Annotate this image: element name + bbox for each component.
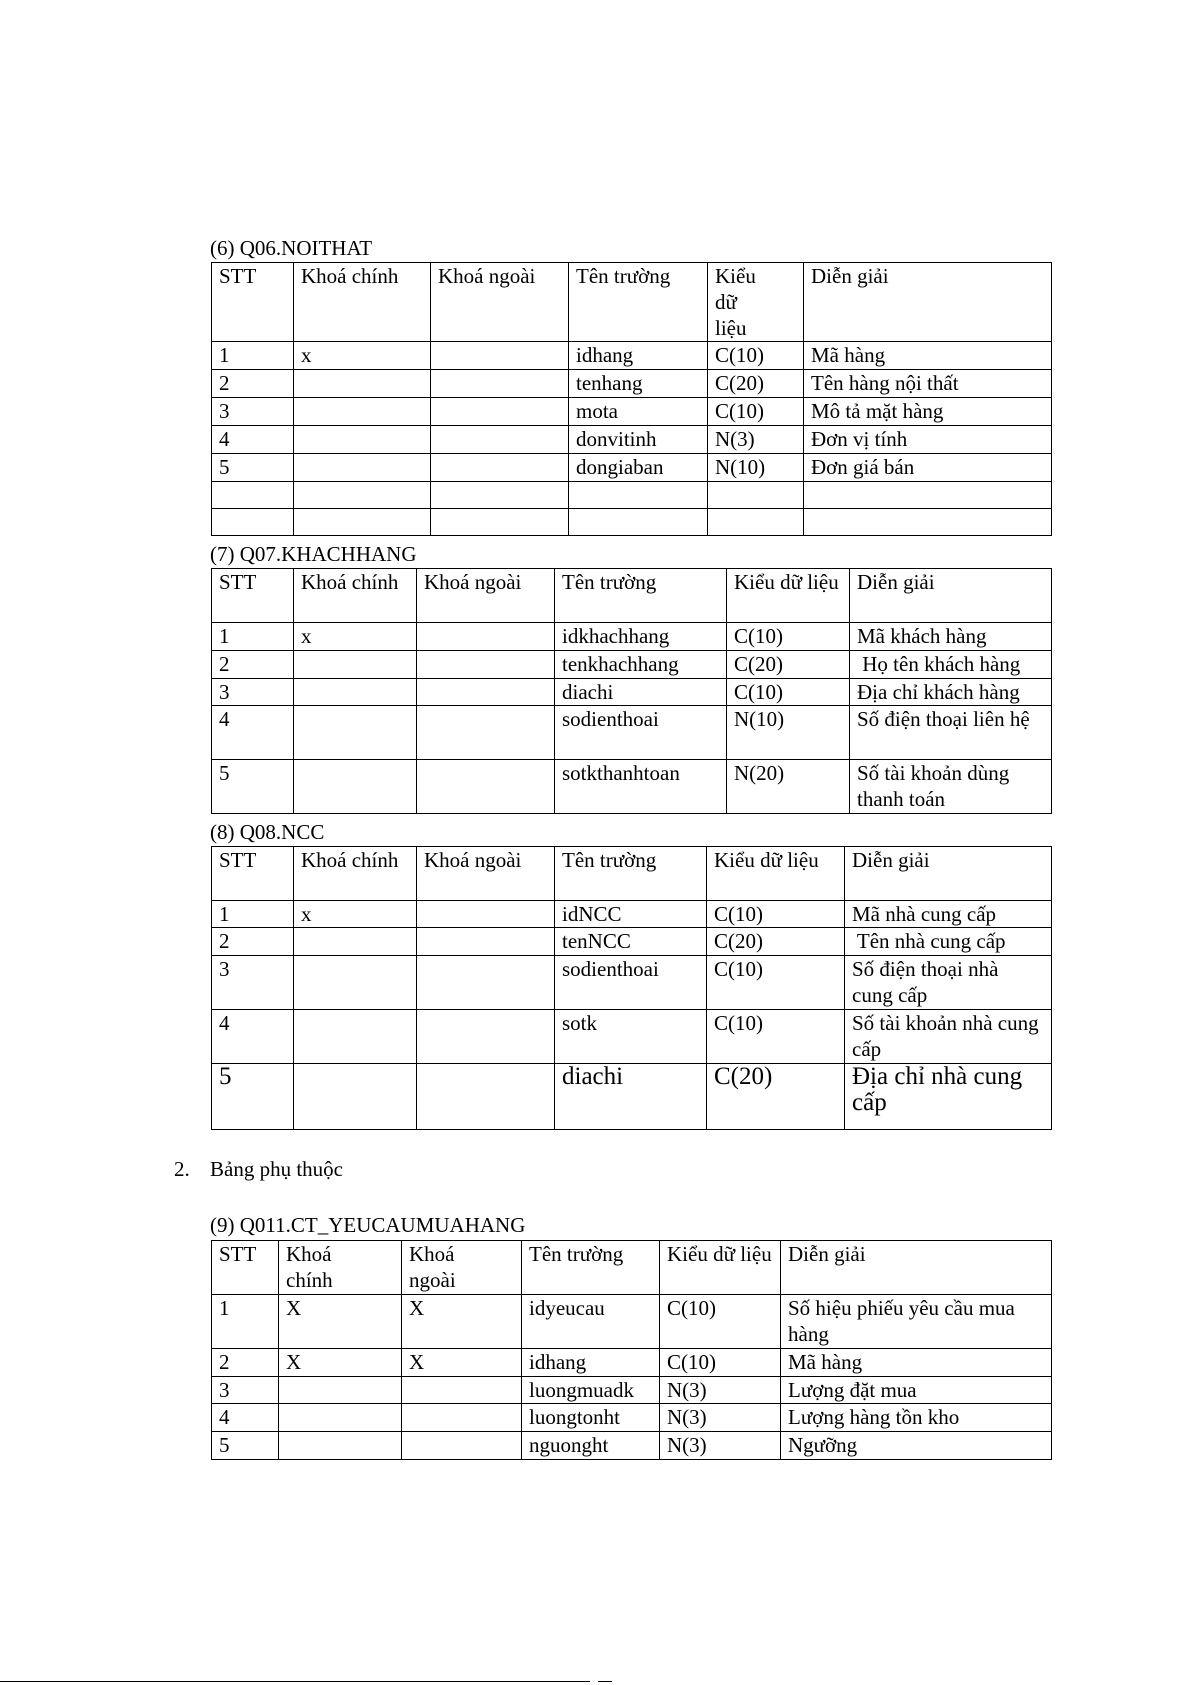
table-cell: diachi [555, 1064, 707, 1130]
table-9-caption: (9) Q011.CT_YEUCAUMUAHANG [210, 1213, 526, 1237]
table-cell: x [294, 342, 431, 370]
table-row [212, 706, 1052, 760]
table-cell: 1 [212, 1295, 279, 1349]
table-cell: N(10) [708, 454, 804, 482]
table-row [212, 1432, 1052, 1460]
table-cell: Số tài khoản dùng thanh toán [850, 760, 1052, 814]
table-cell: idyeucau [522, 1295, 660, 1349]
table-cell [294, 1010, 417, 1064]
table-6-caption: (6) Q06.NOITHAT [210, 236, 373, 260]
table-row [212, 1404, 1052, 1432]
header-cell: Khoá chính [279, 1241, 402, 1295]
table-header-row [212, 1241, 1052, 1295]
table-cell: nguonght [522, 1432, 660, 1460]
table-row [212, 482, 1052, 509]
table-cell: Số điện thoại nhà cung cấp [845, 956, 1052, 1010]
table-cell: diachi [555, 679, 727, 706]
table-cell: 3 [212, 679, 294, 706]
table-cell: Số tài khoản nhà cung cấp [845, 1010, 1052, 1064]
table-cell [294, 928, 417, 956]
table-cell: sodienthoai [555, 956, 707, 1010]
table-row [212, 1010, 1052, 1064]
table-cell [431, 426, 569, 454]
header-cell: Khoá chính [294, 263, 431, 342]
table-cell: Mô tả mặt hàng [804, 398, 1052, 426]
table-cell: 3 [212, 398, 294, 426]
table-cell: Số hiệu phiếu yêu cầu mua hàng [781, 1295, 1052, 1349]
table-cell: 5 [212, 1432, 279, 1460]
table-cell: Mã khách hàng [850, 623, 1052, 651]
table-cell: 1 [212, 623, 294, 651]
table-cell [294, 426, 431, 454]
table-row [212, 398, 1052, 426]
table-cell [417, 956, 555, 1010]
table-cell: Số điện thoại liên hệ [850, 706, 1052, 760]
table-cell: N(20) [727, 760, 850, 814]
table-cell: N(10) [727, 706, 850, 760]
table-cell [431, 509, 569, 536]
table-cell: sotk [555, 1010, 707, 1064]
table-cell: mota [569, 398, 708, 426]
table-cell [294, 760, 417, 814]
table-cell [294, 454, 431, 482]
table-cell: x [294, 623, 417, 651]
table-cell [294, 679, 417, 706]
header-cell: Kiểu dữ liệu [707, 847, 845, 901]
table-cell [279, 1432, 402, 1460]
table-cell: C(10) [708, 398, 804, 426]
table-cell: luongtonht [522, 1404, 660, 1432]
table-cell [294, 370, 431, 398]
header-cell: Khoá chính [294, 569, 417, 623]
header-cell: Diễn giải [804, 263, 1052, 342]
table-ct-yeucaumuahang [211, 1240, 1052, 1460]
table-cell [402, 1404, 522, 1432]
table-cell: x [294, 901, 417, 928]
table-cell: 1 [212, 342, 294, 370]
table-cell: Họ tên khách hàng [850, 651, 1052, 679]
table-cell: C(20) [707, 1064, 845, 1130]
table-cell: X [279, 1295, 402, 1349]
table-cell: 4 [212, 1010, 294, 1064]
table-cell [279, 1377, 402, 1404]
header-cell: Tên trường [522, 1241, 660, 1295]
table-header-row [212, 847, 1052, 901]
table-cell [294, 482, 431, 509]
table-cell: tenhang [569, 370, 708, 398]
table-cell: Địa chỉ khách hàng [850, 679, 1052, 706]
header-cell: Diễn giải [850, 569, 1052, 623]
table-cell [212, 482, 294, 509]
table-cell: Mã hàng [781, 1349, 1052, 1377]
header-cell: Khoá ngoài [402, 1241, 522, 1295]
table-row [212, 370, 1052, 398]
table-7-caption: (7) Q07.KHACHHANG [210, 542, 417, 566]
table-cell: Tên hàng nội thất [804, 370, 1052, 398]
table-cell: Đơn vị tính [804, 426, 1052, 454]
table-cell [417, 1010, 555, 1064]
table-header-row [212, 263, 1052, 342]
header-cell: Khoá ngoài [417, 847, 555, 901]
table-cell [279, 1404, 402, 1432]
table-cell: Lượng đặt mua [781, 1377, 1052, 1404]
table-cell [294, 706, 417, 760]
header-cell: Kiểu dữ liệu [708, 263, 804, 342]
table-cell: tenkhachhang [555, 651, 727, 679]
table-row [212, 760, 1052, 814]
table-cell: 2 [212, 370, 294, 398]
table-cell: 2 [212, 928, 294, 956]
section-number: 2. [174, 1157, 190, 1181]
table-cell: N(3) [660, 1404, 781, 1432]
table-row [212, 651, 1052, 679]
table-cell: 2 [212, 651, 294, 679]
table-row [212, 1377, 1052, 1404]
table-cell: dongiaban [569, 454, 708, 482]
header-cell: STT [212, 569, 294, 623]
footer-divider [0, 1681, 590, 1682]
table-ncc [211, 846, 1052, 1130]
table-cell [431, 454, 569, 482]
table-cell [417, 651, 555, 679]
table-cell: tenNCC [555, 928, 707, 956]
table-cell: idNCC [555, 901, 707, 928]
table-cell: idhang [569, 342, 708, 370]
table-cell [431, 342, 569, 370]
section-title: Bảng phụ thuộc [210, 1157, 343, 1181]
table-cell [294, 956, 417, 1010]
section-heading [174, 1157, 343, 1181]
table-cell: luongmuadk [522, 1377, 660, 1404]
table-cell: C(10) [708, 342, 804, 370]
table-cell [569, 482, 708, 509]
header-cell: Kiểu dữ liệu [660, 1241, 781, 1295]
table-cell [417, 706, 555, 760]
header-cell: Kiểu dữ liệu [727, 569, 850, 623]
table-cell: 5 [212, 760, 294, 814]
table-cell: Lượng hàng tồn kho [781, 1404, 1052, 1432]
table-cell [417, 623, 555, 651]
table-cell: C(20) [708, 370, 804, 398]
table-khachhang [211, 568, 1052, 814]
table-cell: C(10) [707, 901, 845, 928]
table-8-caption: (8) Q08.NCC [210, 820, 325, 844]
header-cell: Diễn giải [845, 847, 1052, 901]
table-cell: 4 [212, 706, 294, 760]
table-cell: C(10) [707, 1010, 845, 1064]
table-cell [294, 1064, 417, 1130]
header-cell: STT [212, 847, 294, 901]
header-cell: Diễn giải [781, 1241, 1052, 1295]
table-cell: C(10) [727, 623, 850, 651]
table-cell [417, 928, 555, 956]
table-cell [708, 509, 804, 536]
table-cell: 3 [212, 956, 294, 1010]
table-cell: 1 [212, 901, 294, 928]
table-cell: 4 [212, 426, 294, 454]
table-cell: N(3) [660, 1432, 781, 1460]
table-cell [417, 679, 555, 706]
header-cell: STT [212, 263, 294, 342]
table-cell: idhang [522, 1349, 660, 1377]
header-cell: Tên trường [555, 847, 707, 901]
table-row [212, 1064, 1052, 1130]
table-cell: C(10) [727, 679, 850, 706]
header-cell: STT [212, 1241, 279, 1295]
table-row [212, 1349, 1052, 1377]
table-row [212, 426, 1052, 454]
table-cell [402, 1377, 522, 1404]
header-cell: Khoá ngoài [417, 569, 555, 623]
table-row [212, 1295, 1052, 1349]
table-cell: C(10) [707, 956, 845, 1010]
table-cell: sotkthanhtoan [555, 760, 727, 814]
table-cell: Địa chỉ nhà cung cấp [845, 1064, 1052, 1130]
table-cell: N(3) [660, 1377, 781, 1404]
table-cell [431, 370, 569, 398]
table-cell [431, 482, 569, 509]
table-cell: donvitinh [569, 426, 708, 454]
header-cell: Khoá ngoài [431, 263, 569, 342]
table-cell: 5 [212, 1064, 294, 1130]
header-cell: Khoá chính [294, 847, 417, 901]
table-cell: Đơn giá bán [804, 454, 1052, 482]
table-cell: X [402, 1349, 522, 1377]
table-cell [417, 901, 555, 928]
table-cell [431, 398, 569, 426]
table-cell: idkhachhang [555, 623, 727, 651]
table-row [212, 342, 1052, 370]
table-cell: Ngưỡng [781, 1432, 1052, 1460]
table-cell [294, 509, 431, 536]
table-row [212, 956, 1052, 1010]
table-cell [417, 1064, 555, 1130]
table-cell [402, 1432, 522, 1460]
table-cell: X [402, 1295, 522, 1349]
table-row [212, 623, 1052, 651]
table-cell [708, 482, 804, 509]
header-cell: Tên trường [555, 569, 727, 623]
table-row [212, 928, 1052, 956]
table-cell: C(20) [707, 928, 845, 956]
table-cell [294, 398, 431, 426]
table-row [212, 679, 1052, 706]
table-cell [212, 509, 294, 536]
table-cell [804, 482, 1052, 509]
table-header-row [212, 569, 1052, 623]
table-cell [417, 760, 555, 814]
table-cell: C(10) [660, 1295, 781, 1349]
table-cell: 2 [212, 1349, 279, 1377]
footer-divider-short [598, 1681, 612, 1682]
table-cell [804, 509, 1052, 536]
table-cell: C(20) [727, 651, 850, 679]
table-row [212, 901, 1052, 928]
table-cell: Mã hàng [804, 342, 1052, 370]
table-cell: N(3) [708, 426, 804, 454]
table-cell: 5 [212, 454, 294, 482]
table-row [212, 454, 1052, 482]
table-row [212, 509, 1052, 536]
header-cell: Tên trường [569, 263, 708, 342]
table-cell: 3 [212, 1377, 279, 1404]
table-cell: Mã nhà cung cấp [845, 901, 1052, 928]
table-cell: 4 [212, 1404, 279, 1432]
table-cell [569, 509, 708, 536]
table-cell: X [279, 1349, 402, 1377]
table-cell: C(10) [660, 1349, 781, 1377]
table-cell: Tên nhà cung cấp [845, 928, 1052, 956]
table-noithat [211, 262, 1052, 536]
table-cell [294, 651, 417, 679]
table-cell: sodienthoai [555, 706, 727, 760]
